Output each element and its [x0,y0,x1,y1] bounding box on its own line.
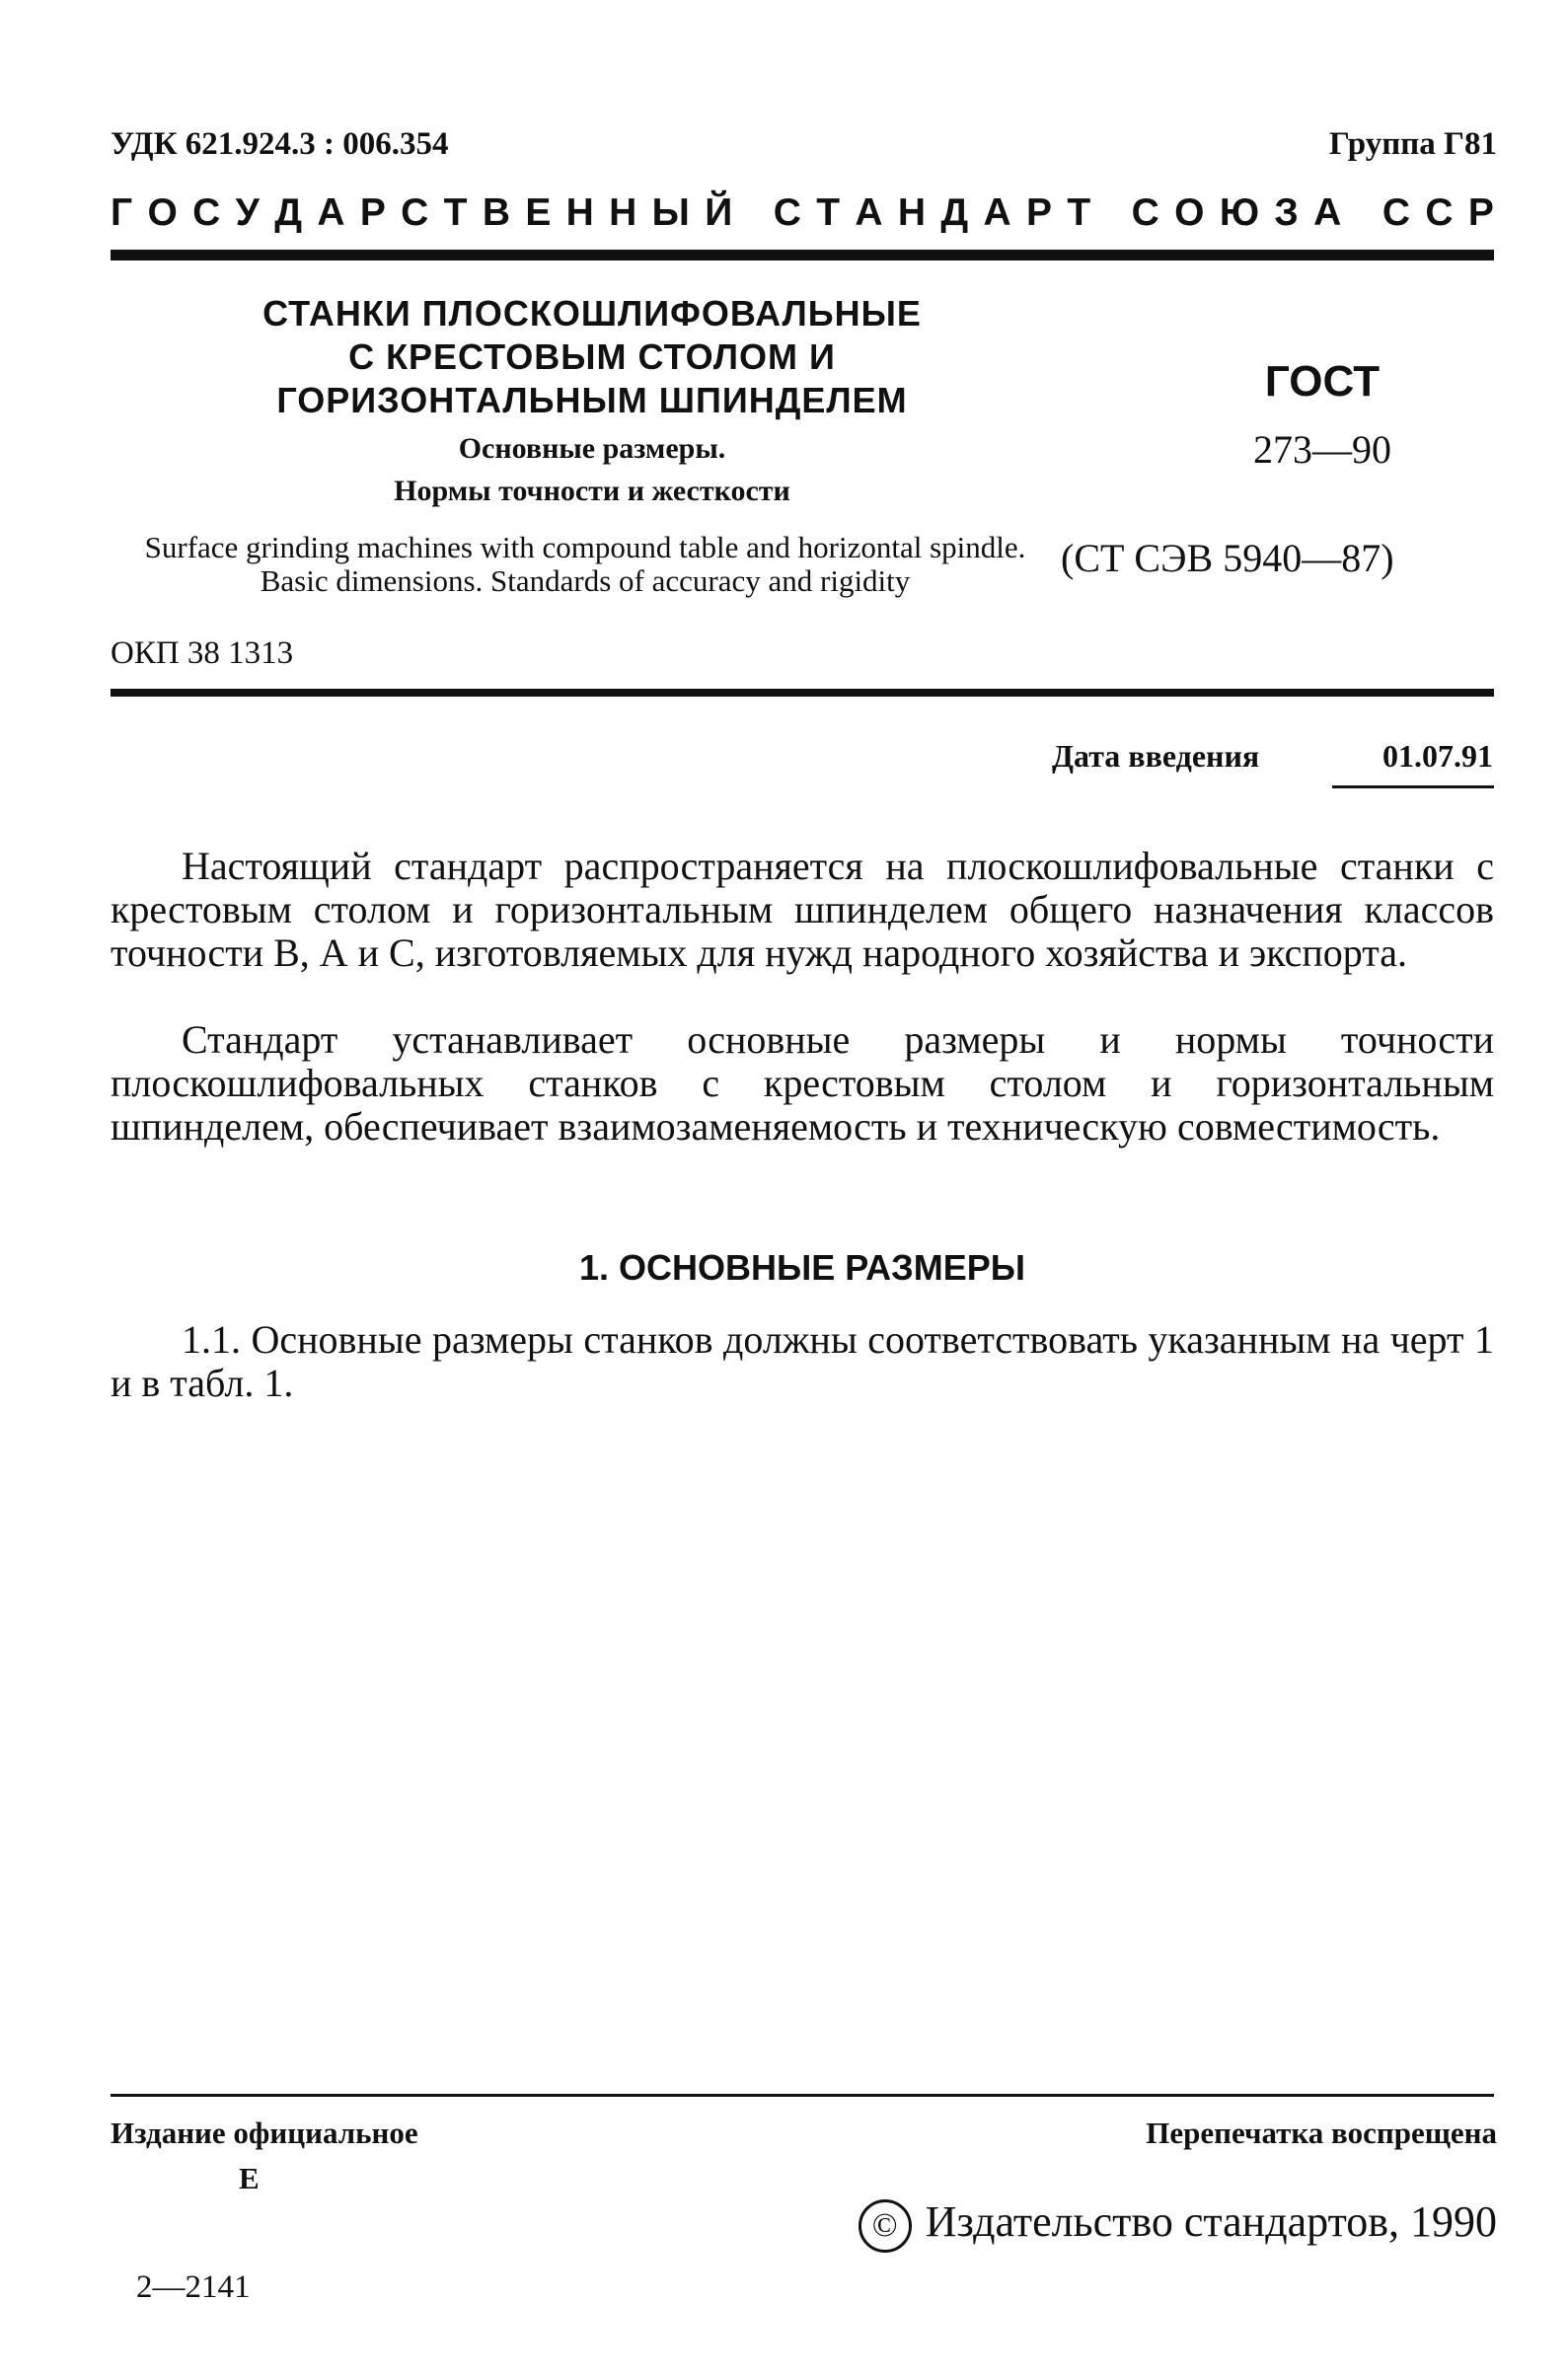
state-standard-letter [1357,191,1368,235]
state-standard-letter: О [1174,191,1205,234]
state-standard-letter: З [1274,191,1299,234]
section-title: 1. ОСНОВНЫЕ РАЗМЕРЫ [579,1247,1025,1288]
state-standard-letter: Т [816,191,841,234]
title-rule [111,689,1494,697]
udk-code: УДК 621.924.3 : 006.354 [111,126,449,162]
intro-date-value: 01.07.91 [1382,738,1493,774]
state-standard-letter: Д [940,191,969,234]
state-standard-letter: Й [705,191,733,234]
copyright-text: Издательство стандартов, 1990 [925,2197,1497,2246]
state-standard-letter: С [1425,191,1454,234]
state-standard-letter: Р [1026,191,1053,234]
header-rule [111,250,1494,260]
state-standard-letter: С [192,191,221,234]
state-standard-letter: Е [525,191,552,234]
edition-letter: Е [239,2161,260,2195]
cmea-designation: (СТ СЭВ 5940—87) [1061,536,1394,580]
state-standard-letter: В [482,191,510,234]
state-standard-letter: Т [1067,191,1091,234]
group-code: Группа Г81 [1328,126,1497,162]
state-standard-letter: А [317,191,345,234]
state-standard-letter: С [1131,191,1159,234]
state-standard-letter: С [401,191,429,234]
state-standard-letter: Н [609,191,637,234]
state-standard-letter: Ю [1219,191,1260,234]
paragraph-scope: Настоящий стандарт распространяется на плоскошлифовальные станки с крестовым столом и горизонтальным шпинделем общего назначения классов точности В, А и С, изготовляемых для нужд народного хозяйства и экспорта. [111,844,1494,975]
state-standard-letter [748,191,759,235]
paragraph-purpose: Стандарт устанавливает основные размеры и нормы точности плоскошлифовальных станков с крестовым столом и горизонтальным шпинделем, обеспечивает взаимозаменяемость и техническую совместимость. [111,1017,1494,1149]
gost-label: ГОСТ [1264,357,1381,406]
english-title: Surface grinding machines with compound table and horizontal spindle. Basic dimensions. Standards of accuracy and rigidity [144,530,1026,598]
state-standard-letter: Д [274,191,302,234]
subtitle-line-1: Основные размеры. [458,432,726,465]
state-standard-letter: Н [565,191,594,234]
state-standard-letter: Г [111,191,133,234]
subtitle-line-2: Нормы точности и жесткости [394,475,790,507]
intro-date-underline [1332,785,1494,788]
state-standard-letter: Р [359,191,386,234]
state-standard-heading [111,191,1494,235]
copyright-notice [859,2196,1497,2253]
state-standard-letter [1106,191,1117,235]
title-block [227,292,957,511]
state-standard-letter: Р [1467,191,1494,234]
page-code: 2—2141 [136,2269,251,2305]
state-standard-letter: А [1313,191,1342,234]
state-standard-letter: О [147,191,178,234]
footer-rule [111,2094,1494,2097]
title-line-1: СТАНКИ ПЛОСКОШЛИФОВАЛЬНЫЕ [262,293,922,334]
title-line-2: С КРЕСТОВЫМ СТОЛОМ И [348,336,836,377]
state-standard-letter: Т [443,191,468,234]
paragraph-1-1: 1.1. Основные размеры станков должны соответствовать указанным на черт 1 и в табл. 1. [111,1317,1494,1405]
gost-number: 273—90 [1253,427,1391,472]
state-standard-letter: У [235,191,260,234]
okp-code: ОКП 38 1313 [111,635,294,671]
state-standard-letter: С [1381,191,1410,234]
state-standard-letter: С [773,191,801,234]
edition-label: Издание официальное [111,2116,418,2150]
state-standard-letter: Ы [651,191,690,234]
title-line-3: ГОРИЗОНТАЛЬНЫМ ШПИНДЕЛЕМ [276,380,908,420]
reprint-notice: Перепечатка воспрещена [1146,2116,1497,2150]
copyright-icon: © [859,2199,912,2253]
intro-date-label: Дата введения [1052,738,1260,774]
state-standard-letter: А [855,191,883,234]
state-standard-letter: Н [897,191,927,234]
state-standard-letter: А [983,191,1011,234]
